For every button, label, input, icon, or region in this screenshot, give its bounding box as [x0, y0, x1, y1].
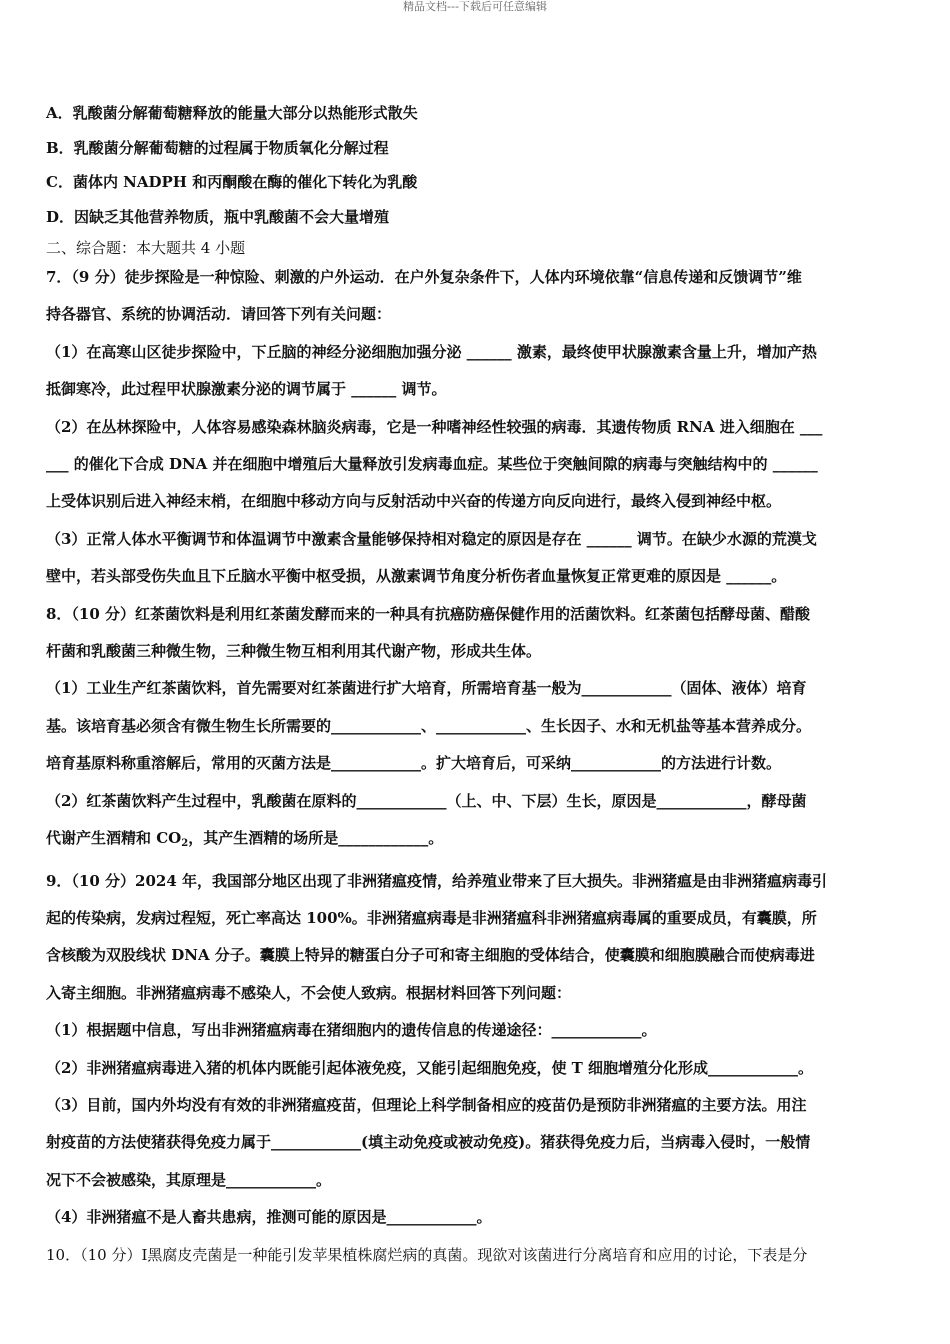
- question-10: [46, 1237, 906, 1274]
- q7-line: 抵御寒冷，此过程甲状腺激素分泌的调节属于 ______ 调节。: [46, 380, 447, 399]
- q8-line: 培育基原料称重溶解后，常用的灭菌方法是____________。扩大培育后，可采纳____________的方法进行计数。: [46, 754, 782, 773]
- q8-line: [46, 820, 906, 862]
- section-title: 二、综合题：本大题共 4 小题: [46, 239, 246, 257]
- q7-line: （3）正常人体水平衡调节和体温调节中激素含量能够保持相对稳定的原因是存在 ______ 调节。在缺少水源的荒漠戈: [46, 529, 817, 548]
- q9-line: 含核酸为双股线状 DNA 分子。囊膜上特异的糖蛋白分子可和寄主细胞的受体结合，使囊膜和细胞膜融合而使病毒进: [46, 946, 815, 965]
- q9-line: （4）非洲猪瘟不是人畜共患病，推测可能的原因是____________。: [46, 1208, 492, 1227]
- q9-line: （3）目前，国内外均没有有效的非洲猪瘟疫苗，但理论上科学制备相应的疫苗仍是预防非洲猪瘟的主要方法。用注: [46, 1095, 807, 1114]
- subscript: 2: [181, 838, 189, 850]
- q8-line: （2）红茶菌饮料产生过程中，乳酸菌在原料的____________（上、中、下层）生长，原因是____________，酵母菌: [46, 791, 807, 810]
- q9-line: （2）非洲猪瘟病毒进入猪的机体内既能引起体液免疫，又能引起细胞免疫，使 T 细胞增殖分化形成____________。: [46, 1058, 814, 1077]
- question-7: [46, 259, 906, 596]
- option-d: D．因缺乏其他营养物质，瓶中乳酸菌不会大量增殖: [46, 207, 390, 226]
- q8-line: 基。该培育基必须含有微生物生长所需要的____________、____________、生长因子、水和无机盐等基本营养成分。: [46, 716, 812, 735]
- q7-line: （2）在丛林探险中，人体容易感染森林脑炎病毒，它是一种嗜神经性较强的病毒．其遗传物质 RNA 进入细胞在 ___: [46, 417, 823, 436]
- q9-line: （1）根据题中信息，写出非洲猪瘟病毒在猪细胞内的遗传信息的传递途径：____________。: [46, 1021, 657, 1040]
- document-body: [46, 96, 906, 1274]
- q7-line: 持各器官、系统的协调活动．请回答下列有关问题：: [46, 305, 392, 324]
- page-header: 精品文档---下载后可任意编辑: [403, 0, 547, 13]
- q7-line: 上受体识别后进入神经末梢，在细胞中移动方向与反射活动中兴奋的传递方向反向进行，最终入侵到神经中枢。: [46, 492, 782, 511]
- option-a: A．乳酸菌分解葡萄糖释放的能量大部分以热能形式散失: [46, 104, 418, 122]
- option-c: C．菌体内 NADPH 和丙酮酸在酶的催化下转化为乳酸: [46, 173, 418, 191]
- q8-line: 8．（10 分）红茶菌饮料是利用红茶菌发酵而来的一种具有抗癌防癌保健作用的活菌饮料。红茶菌包括酵母菌、醋酸: [46, 604, 811, 623]
- q9-line: 射疫苗的方法使猪获得免疫力属于____________(填主动免疫或被动免疫)。猪获得免疫力后，当病毒入侵时，一般情: [46, 1133, 811, 1152]
- q9-line: 起的传染病，发病过程短，死亡率高达 100%。非洲猪瘟病毒是非洲猪瘟科非洲猪瘟病毒属的重要成员，有囊膜，所: [46, 908, 817, 927]
- q7-line: 7．（9 分）徒步探险是一种惊险、刺激的户外运动．在户外复杂条件下，人体内环境依靠“信息传递和反馈调节”维: [46, 268, 802, 286]
- answer-options: [46, 96, 906, 234]
- q9-line: 况下不会被感染，其原理是____________。: [46, 1170, 332, 1189]
- question-8: [46, 596, 906, 863]
- q8-line-text: 代谢产生酒精和 CO: [46, 829, 182, 848]
- q8-line: 杆菌和乳酸菌三种微生物，三种微生物互相利用其代谢产物，形成共生体。: [46, 642, 542, 661]
- q7-line: （1）在高寒山区徒步探险中，下丘脑的神经分泌细胞加强分泌 ______ 激素，最终使甲状腺激素含量上升，增加产热: [46, 342, 817, 361]
- option-b: B．乳酸菌分解葡萄糖的过程属于物质氧化分解过程: [46, 138, 389, 157]
- q9-line: 9．（10 分）2024 年，我国部分地区出现了非洲猪瘟疫情，给养殖业带来了巨大损失。非洲猪瘟是由非洲猪瘟病毒引: [46, 871, 828, 890]
- q8-line-text: ，其产生酒精的场所是____________。: [188, 829, 444, 848]
- q8-line: （1）工业生产红茶菌饮料，首先需要对红茶菌进行扩大培育，所需培育基一般为____________（固体、液体）培育: [46, 679, 807, 698]
- q7-line: ___ 的催化下合成 DNA 并在细胞中增殖后大量释放引发病毒血症。某些位于突触间隙的病毒与突触结构中的 ______: [46, 455, 818, 474]
- q9-line: 入寄主细胞。非洲猪瘟病毒不感染人，不会使人致病。根据材料回答下列问题：: [46, 983, 572, 1002]
- q10-line: 10．（10 分）Ⅰ黑腐皮壳菌是一种能引发苹果植株腐烂病的真菌。现欲对该菌进行分离培育和应用的讨论，下表是分: [46, 1245, 808, 1264]
- question-9: [46, 863, 906, 1237]
- q7-line: 壁中，若头部受伤失血且下丘脑水平衡中枢受损，从激素调节角度分析伤者血量恢复正常更难的原因是 ______。: [46, 567, 787, 586]
